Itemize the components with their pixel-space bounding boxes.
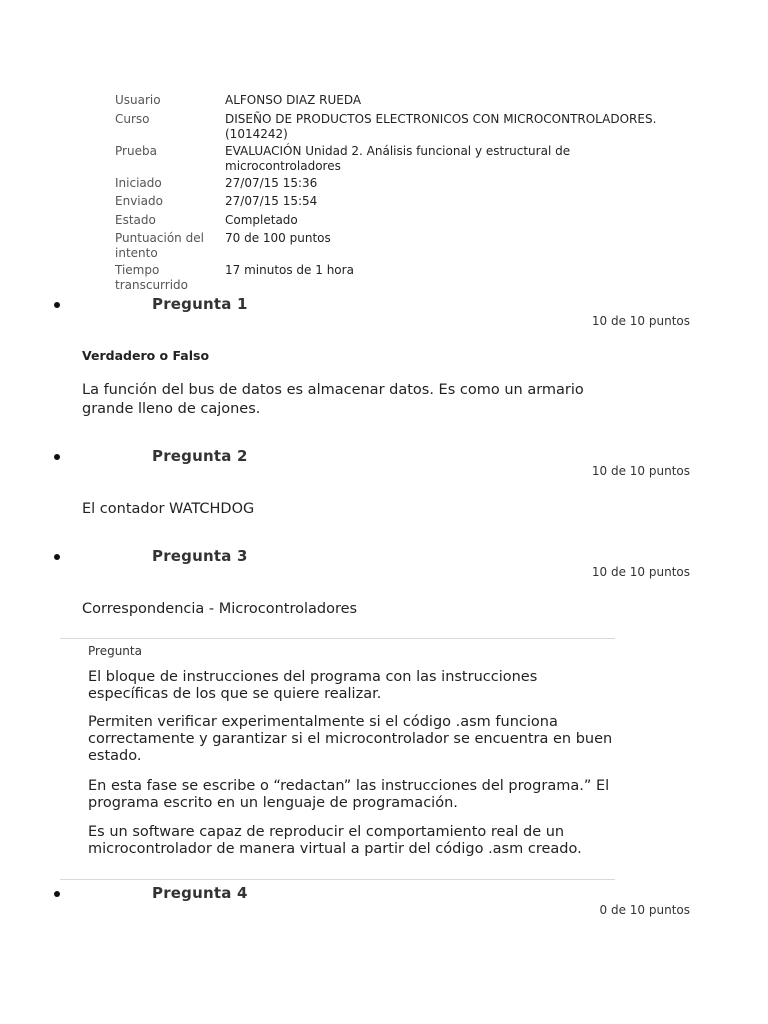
label-curso: Curso xyxy=(115,112,150,126)
label-prueba: Prueba xyxy=(115,144,157,158)
bullet-icon xyxy=(54,554,60,560)
bullet-icon xyxy=(54,891,60,897)
question-3-points: 10 de 10 puntos xyxy=(591,565,690,579)
divider xyxy=(60,638,615,639)
question-1-title: Pregunta 1 xyxy=(152,295,248,313)
match-item: El bloque de instrucciones del programa con las instrucciones específicas de los que se quiere realizar. xyxy=(88,669,538,702)
match-item: En esta fase se escribe o “redactan” las instrucciones del programa.” El programa escrito en un lenguaje de programación. xyxy=(88,778,610,811)
label-tiempo: Tiempo transcurrido xyxy=(115,263,189,292)
label-enviado: Enviado xyxy=(115,194,163,208)
question-2-title: Pregunta 2 xyxy=(152,447,248,465)
label-iniciado: Iniciado xyxy=(115,176,162,190)
bullet-icon xyxy=(54,454,60,460)
question-2-text: El contador WATCHDOG xyxy=(82,501,255,517)
match-header: Pregunta xyxy=(88,644,142,658)
question-2-points: 10 de 10 puntos xyxy=(591,464,690,478)
question-1-type: Verdadero o Falso xyxy=(82,348,210,363)
match-item: Permiten verificar experimentalmente si el código .asm funciona correctamente y garantizar si el microcontrolador se encuentra en buen estado. xyxy=(88,714,613,764)
value-tiempo: 17 minutos de 1 hora xyxy=(225,263,354,277)
label-estado: Estado xyxy=(115,213,156,227)
value-estado: Completado xyxy=(225,213,298,227)
value-iniciado: 27/07/15 15:36 xyxy=(225,176,318,190)
question-3-title: Pregunta 3 xyxy=(152,547,248,565)
question-3-text: Correspondencia - Microcontroladores xyxy=(82,601,358,617)
question-4-points: 0 de 10 puntos xyxy=(599,903,690,917)
value-enviado: 27/07/15 15:54 xyxy=(225,194,318,208)
value-prueba: EVALUACIÓN Unidad 2. Análisis funcional y estructural de microcontroladores xyxy=(225,144,571,173)
question-4-title: Pregunta 4 xyxy=(152,884,248,902)
question-1-text: La función del bus de datos es almacenar datos. Es como un armario grande lleno de cajones. xyxy=(82,382,584,417)
label-puntuacion: Puntuación del intento xyxy=(115,231,204,260)
value-puntuacion: 70 de 100 puntos xyxy=(225,231,331,245)
value-curso: DISEÑO DE PRODUCTOS ELECTRONICOS CON MICROCONTROLADORES. (1014242) xyxy=(225,112,657,141)
label-usuario: Usuario xyxy=(115,93,161,107)
question-1-points: 10 de 10 puntos xyxy=(591,314,690,328)
divider xyxy=(60,879,615,880)
bullet-icon xyxy=(54,302,60,308)
value-usuario: ALFONSO DIAZ RUEDA xyxy=(225,93,362,107)
match-item: Es un software capaz de reproducir el comportamiento real de un microcontrolador de manera virtual a partir del código .asm creado. xyxy=(88,824,582,857)
